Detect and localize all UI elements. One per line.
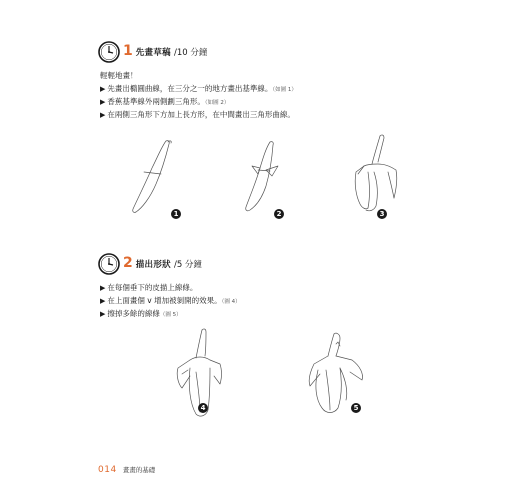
- list-item: ▶ 先畫出橢圓曲線，在三分之一的地方畫出基準線。（如圖 1）: [100, 84, 297, 93]
- list-item: ▶ 在兩側三角形下方加上長方形，在中間畫出三角形曲線。: [100, 110, 295, 119]
- banana-sketch-3: [344, 132, 406, 218]
- figure-number-badge: 3: [377, 209, 387, 219]
- figure-number-badge: 4: [198, 403, 208, 413]
- figure-number-badge: 5: [351, 403, 361, 413]
- section2-heading: [123, 255, 202, 271]
- figure-number-badge: 2: [274, 209, 284, 219]
- step-title: 先畫草稿: [135, 48, 171, 58]
- clock-icon: [98, 253, 120, 275]
- intro-text: 輕輕地畫！: [100, 71, 138, 80]
- step-time: /10 分鐘: [173, 48, 208, 58]
- list-item: ▶ 在每個垂下的皮描上線條。: [100, 283, 198, 292]
- page-number: 014: [98, 465, 117, 475]
- banana-sketch-5: [300, 330, 376, 420]
- list-item: ▶ 在上面畫個 v 增加被剝開的效果。（圖 4）: [100, 296, 241, 305]
- step-number: 2: [123, 255, 133, 271]
- page-footer: [98, 465, 155, 475]
- step-title: 描出形狀: [135, 260, 171, 270]
- chapter-title: 畫畫的基礎: [122, 466, 156, 474]
- banana-sketch-1: [128, 138, 178, 218]
- list-item: ▶ 香蕉基準線外兩側劃三角形。（如圖 2）: [100, 97, 230, 106]
- section1-heading: [123, 43, 207, 59]
- step-number: 1: [123, 43, 133, 59]
- list-item: ▶ 擦掉多餘的線條（圖 5）: [100, 309, 182, 318]
- clock-icon: [98, 41, 120, 63]
- figure-number-badge: 1: [171, 209, 181, 219]
- banana-sketch-2: [236, 138, 296, 218]
- step-time: /5 分鐘: [173, 260, 202, 270]
